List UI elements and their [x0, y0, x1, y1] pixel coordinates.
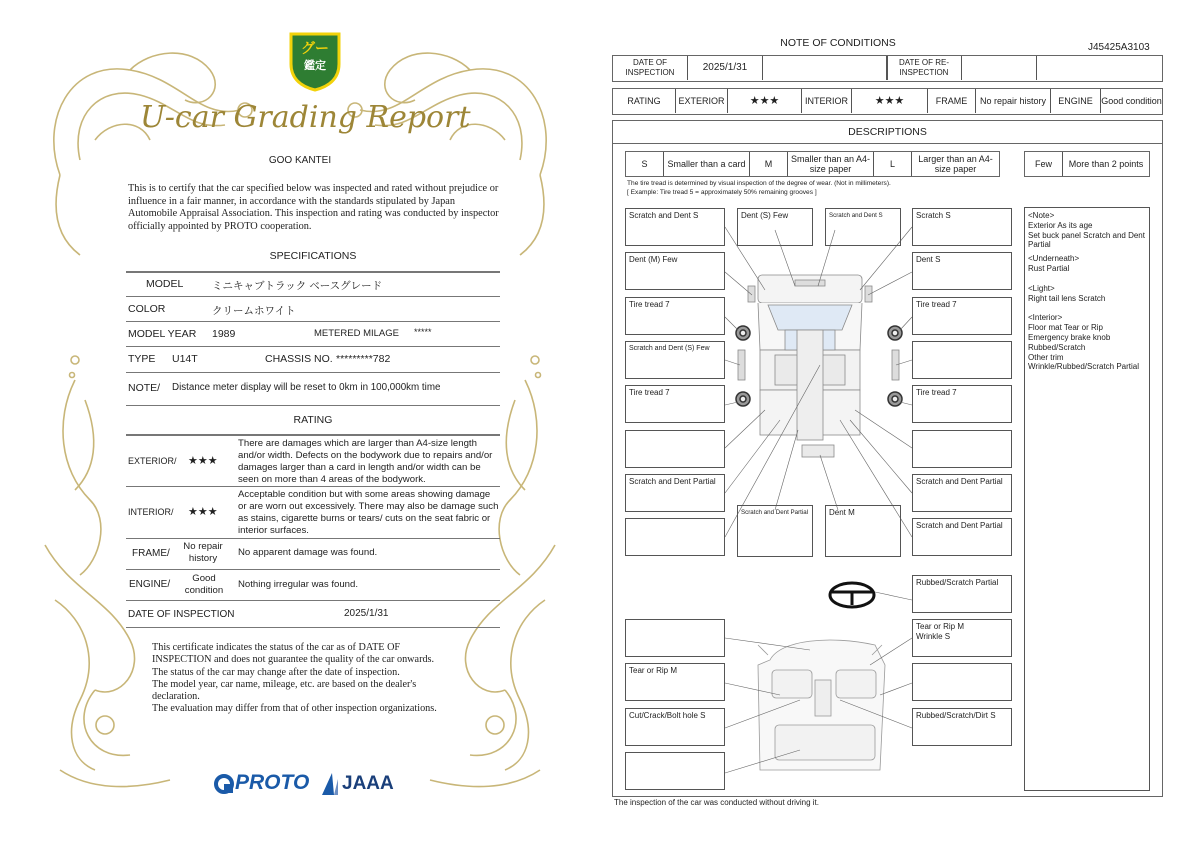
model-year-label: MODEL YEAR [128, 328, 197, 340]
model-label: MODEL [146, 278, 184, 290]
description-box: Tear or Rip M [625, 663, 725, 701]
rating-row-engine [126, 569, 500, 601]
engine-value: Good condition [184, 573, 224, 596]
description-box: Dent M [825, 505, 901, 557]
note-label: NOTE/ [128, 382, 161, 394]
rating-heading: RATING [293, 414, 333, 426]
proto-logo-text: PROTO [235, 771, 310, 794]
description-box: Scratch and Dent Partial [912, 474, 1012, 512]
spec-row-year [126, 321, 500, 347]
exterior-label: EXTERIOR/ [128, 456, 177, 466]
note-line: Rust Partial [1028, 263, 1070, 273]
engine-header: ENGINE [1051, 89, 1101, 113]
date-of-inspection-cell: 2025/1/31 [688, 56, 763, 80]
date-of-inspection-header: DATE OF INSPECTION [613, 56, 688, 80]
frame-header: FRAME [928, 89, 976, 113]
description-box: Dent S [912, 252, 1012, 290]
note-line: Other trim Wrinkle/Rubbed/Scratch Partial [1028, 352, 1140, 372]
form-title: NOTE OF CONDITIONS [780, 37, 896, 49]
descriptions-heading: DESCRIPTIONS [848, 126, 927, 138]
interior-header: INTERIOR [802, 89, 852, 113]
note-line [1028, 274, 1146, 284]
rating-row-frame [126, 538, 500, 570]
exterior-description: There are damages which are larger than A4-size length and/or width. Defects on the bodywork due to repairs and/or damages larger than a card in length and/or width can be seen on more than 4 areas of the bodywork. [238, 438, 493, 485]
note-line: <Note> [1028, 211, 1055, 220]
engine-value-cell: Good condition [1101, 96, 1162, 106]
description-box: Scratch and Dent (S) Few [625, 341, 725, 379]
milage-value: ***** [414, 327, 432, 337]
legend-l-desc: Larger than an A4-size paper [918, 154, 993, 174]
certificate-footer-note [152, 642, 482, 716]
legend-s-desc: Smaller than a card [664, 152, 750, 176]
footer-line: The evaluation may differ from that of other inspection organizations. [152, 703, 437, 715]
note-line: Emergency brake knob Rubbed/Scratch [1028, 332, 1111, 352]
description-box [912, 663, 1012, 701]
legend-s: S [626, 152, 664, 176]
color-label: COLOR [128, 303, 166, 315]
description-box: Dent (S) Few [737, 208, 813, 246]
note-line: <Interior> [1028, 313, 1063, 323]
description-line: Wrinkle S [916, 632, 951, 641]
exterior-stars: ★★★ [188, 455, 218, 467]
note-value: Distance meter display will be reset to 0km in 100,000km time [172, 382, 441, 393]
note-line [1028, 303, 1146, 313]
jaaa-logo [320, 771, 400, 797]
legend-few-desc: More than 2 points [1068, 159, 1144, 169]
note-line: <Underneath> [1028, 254, 1080, 264]
description-box: Cut/Crack/Bolt hole S [625, 708, 725, 746]
description-box: Dent (M) Few [625, 252, 725, 290]
description-box: Tire tread 7 [625, 297, 725, 335]
specifications-heading: SPECIFICATIONS [269, 250, 357, 262]
description-box: Scratch and Dent S [625, 208, 725, 246]
date-of-inspection-label: DATE OF INSPECTION [128, 609, 235, 620]
exterior-header: EXTERIOR [676, 89, 728, 113]
description-box: Tire tread 7 [912, 385, 1012, 423]
spec-row-model [126, 271, 500, 297]
frame-description: No apparent damage was found. [238, 547, 378, 558]
goo-kantei-badge [287, 30, 343, 92]
reference-number: J45425A3103 [1088, 42, 1150, 53]
proto-logo [213, 771, 313, 797]
interior-rating-cell: ★★★ [852, 89, 928, 113]
description-box: Scratch and Dent Partial [625, 474, 725, 512]
note-line: Right tail lens Scratch [1028, 293, 1106, 303]
milage-label: METERED MILAGE [314, 328, 399, 339]
frame-label: FRAME/ [132, 548, 170, 559]
certificate-title: U-car Grading Report [140, 100, 471, 135]
spec-row-color [126, 296, 500, 322]
description-box: Tire tread 7 [912, 297, 1012, 335]
description-box: Scratch and Dent Partial [737, 505, 813, 557]
badge-line1: グー [301, 40, 329, 56]
badge-line2: 鑑定 [304, 60, 326, 72]
form-footer: The inspection of the car was conducted without driving it. [614, 798, 819, 807]
exterior-rating-cell: ★★★ [728, 89, 802, 113]
rating-row-exterior [126, 434, 500, 487]
certificate-intro: This is to certify that the car specified below was inspected and rated without prejudice or influence in a fair manner, in accordance with the standards stipulated by Japan Automobile Appraisal Association. This inspection and rating was conducted by inspector officially appointed by PROTO cooperation. [128, 183, 499, 232]
type-label: TYPE [128, 353, 156, 365]
date-of-inspection-value: 2025/1/31 [344, 608, 389, 619]
jaaa-logo-text: JAAA [342, 773, 394, 794]
description-box: Scratch S [912, 208, 1012, 246]
note-line: Set buck panel Scratch and Dent Partial [1028, 230, 1145, 250]
notes-panel [1024, 207, 1150, 791]
certificate-subtitle: GOO KANTEI [268, 155, 332, 166]
note-line: Exterior As its age [1028, 220, 1093, 230]
rating-row-interior [126, 486, 500, 539]
description-box: Tire tread 7 [625, 385, 725, 423]
chassis-value: *********782 [336, 353, 391, 365]
jaaa-logo-mark-icon [320, 771, 340, 797]
description-box [625, 752, 725, 790]
interior-stars: ★★★ [188, 506, 218, 518]
description-box: Scratch and Dent Partial [912, 518, 1012, 556]
footer-line: INSPECTION and does not guarantee the quality of the car onwards. [152, 654, 435, 666]
footer-line: The status of the car may change after the date of inspection. [152, 666, 400, 678]
interior-label: INTERIOR/ [128, 507, 174, 517]
rating-header: RATING [613, 89, 676, 113]
legend-l: L [874, 152, 912, 176]
interior-description: Acceptable condition but with some areas showing damage or are worn out excessively. There may also be damage such as stains, cigarette burns or tears/ cuts on the seat fabric or interior surfaces. [238, 489, 499, 536]
description-box: Scratch and Dent S [825, 208, 901, 246]
chassis-label: CHASSIS NO. [265, 353, 333, 365]
engine-description: Nothing irregular was found. [238, 579, 358, 590]
footer-line: This certificate indicates the status of the car as of DATE OF [152, 642, 401, 653]
tread-note-2: [ Example: Tire tread 5 = approximately 50% remaining grooves ] [627, 189, 817, 196]
footer-line: declaration. [152, 691, 200, 703]
spec-row-type [126, 346, 500, 373]
footer-line: The model year, car name, mileage, etc. are based on the dealer's [152, 678, 417, 690]
note-line: <Light> [1028, 283, 1055, 293]
description-box [625, 619, 725, 657]
legend-m: M [750, 152, 788, 176]
spec-row-note [126, 372, 500, 406]
description-box: Rubbed/Scratch/Dirt S [912, 708, 1012, 746]
tread-note-1: The tire tread is determined by visual inspection of the degree of wear. (Not in millimeters). [627, 180, 891, 187]
description-box-interior [912, 619, 1012, 657]
model-value: ミニキャブトラック ベースグレード [212, 280, 383, 292]
date-of-reinspection-header: DATE OF RE-INSPECTION [886, 56, 962, 80]
description-box [625, 430, 725, 468]
legend-m-desc: Smaller than an A4-size paper [788, 152, 874, 176]
model-year-value: 1989 [212, 328, 236, 340]
description-box [912, 341, 1012, 379]
legend-few: Few [1025, 152, 1063, 176]
rating-row-date [126, 600, 500, 628]
engine-label: ENGINE/ [129, 579, 171, 590]
steering-wheel-icon [830, 583, 874, 607]
color-value: クリームホワイト [212, 305, 296, 317]
description-box [912, 430, 1012, 468]
frame-value: No repair history [183, 541, 223, 564]
note-line: Floor mat Tear or Rip [1028, 323, 1103, 333]
proto-logo-mark-icon [213, 773, 235, 795]
description-box: Rubbed/Scratch Partial [912, 575, 1012, 613]
description-box [625, 518, 725, 556]
type-value: U14T [172, 353, 198, 365]
description-line: Tear or Rip M [916, 622, 965, 631]
frame-value-cell: No repair history [976, 89, 1051, 113]
